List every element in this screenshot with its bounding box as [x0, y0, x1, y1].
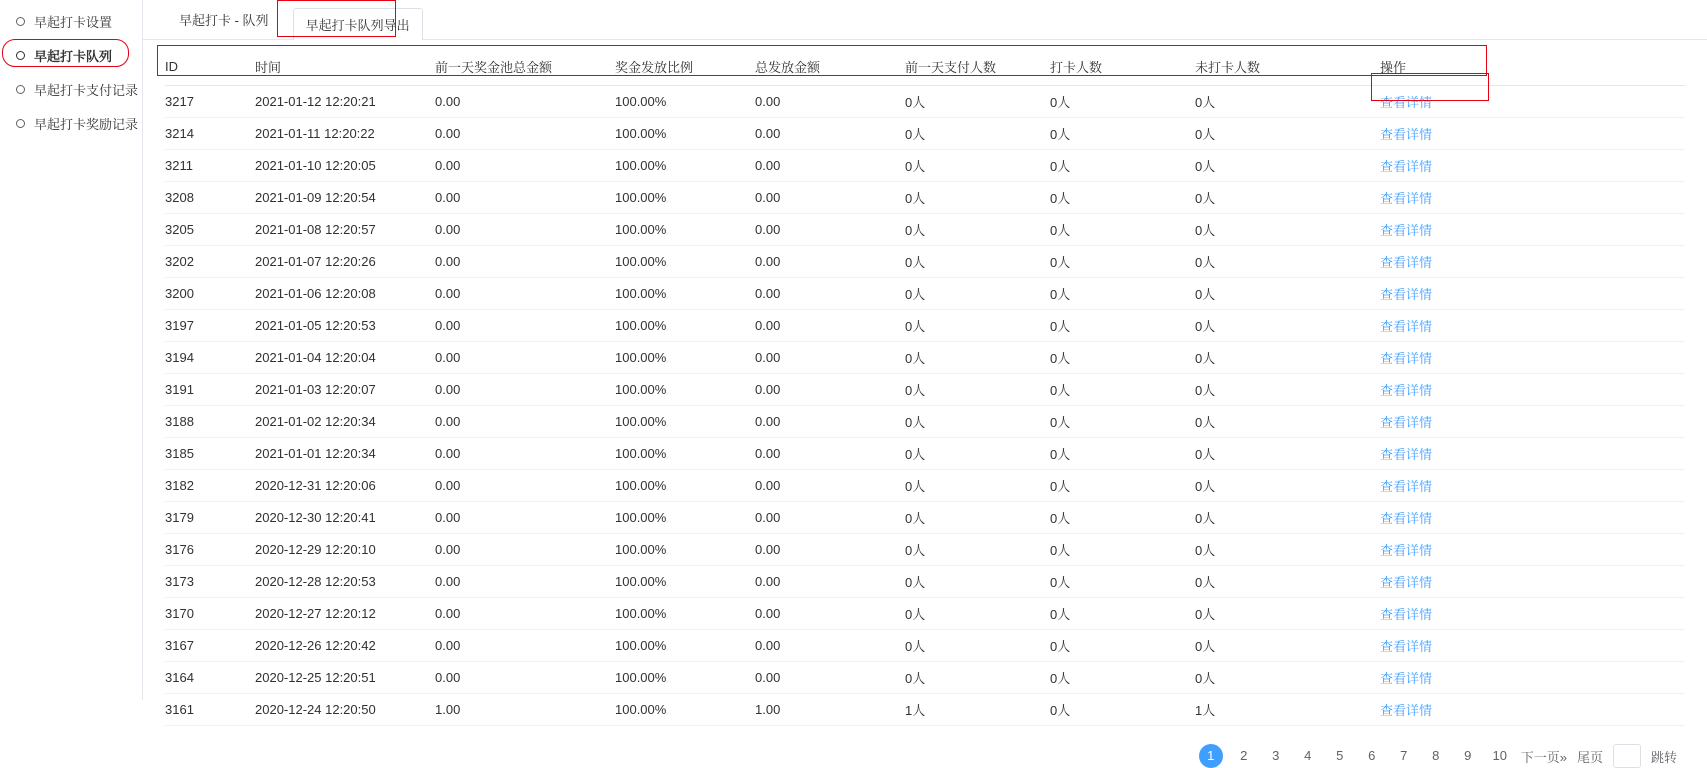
cell-noclock-count: 0人: [1195, 246, 1380, 278]
cell-time: 2021-01-02 12:20:34: [255, 406, 435, 438]
cell-pay-count: 0人: [905, 278, 1050, 310]
cell-time: 2021-01-11 12:20:22: [255, 118, 435, 150]
cell-total: 0.00: [755, 182, 905, 214]
cell-action: [1380, 86, 1685, 118]
cell-total: 0.00: [755, 214, 905, 246]
table-row: [165, 342, 1685, 374]
cell-pay-count: 0人: [905, 182, 1050, 214]
cell-action: [1380, 534, 1685, 566]
cell-action: [1380, 662, 1685, 694]
cell-id: 3173: [165, 566, 255, 598]
cell-id: 3217: [165, 86, 255, 118]
cell-clock-count: 0人: [1050, 310, 1195, 342]
cell-id: 3161: [165, 694, 255, 726]
cell-noclock-count: 0人: [1195, 342, 1380, 374]
jump-page-input[interactable]: [1613, 744, 1641, 768]
cell-total: 0.00: [755, 534, 905, 566]
cell-pay-count: 0人: [905, 86, 1050, 118]
sidebar-item-label: 早起打卡支付记录: [34, 82, 139, 98]
view-detail-link[interactable]: 查看详情: [1380, 703, 1433, 718]
cell-time: 2021-01-08 12:20:57: [255, 214, 435, 246]
cell-ratio: 100.00%: [615, 278, 755, 310]
cell-noclock-count: 0人: [1195, 374, 1380, 406]
cell-id: 3185: [165, 438, 255, 470]
cell-ratio: 100.00%: [615, 694, 755, 726]
th-time: 时间: [255, 48, 435, 86]
view-detail-link[interactable]: 查看详情: [1380, 543, 1433, 558]
cell-clock-count: 0人: [1050, 534, 1195, 566]
cell-time: 2020-12-28 12:20:53: [255, 566, 435, 598]
cell-clock-count: 0人: [1050, 246, 1195, 278]
cell-id: 3208: [165, 182, 255, 214]
cell-noclock-count: 0人: [1195, 598, 1380, 630]
cell-id: 3202: [165, 246, 255, 278]
th-clock-count: 打卡人数: [1050, 48, 1195, 86]
cell-id: 3182: [165, 470, 255, 502]
cell-prev-pool: 0.00: [435, 214, 615, 246]
cell-clock-count: 0人: [1050, 118, 1195, 150]
cell-ratio: 100.00%: [615, 150, 755, 182]
page-9-button[interactable]: 9: [1464, 748, 1472, 763]
cell-id: 3194: [165, 342, 255, 374]
table-row: [165, 470, 1685, 502]
view-detail-link[interactable]: 查看详情: [1380, 639, 1433, 654]
sidebar-item-label: 早起打卡设置: [34, 14, 113, 30]
cell-noclock-count: 0人: [1195, 470, 1380, 502]
cell-total: 0.00: [755, 278, 905, 310]
cell-action: [1380, 502, 1685, 534]
cell-total: 0.00: [755, 246, 905, 278]
table-row: [165, 502, 1685, 534]
cell-ratio: 100.00%: [615, 630, 755, 662]
queue-table: [165, 48, 1685, 726]
table-row: [165, 118, 1685, 150]
pagination: [143, 726, 1707, 768]
cell-prev-pool: 0.00: [435, 278, 615, 310]
cell-noclock-count: 0人: [1195, 566, 1380, 598]
table-row: [165, 150, 1685, 182]
cell-prev-pool: 0.00: [435, 534, 615, 566]
table-row: [165, 406, 1685, 438]
cell-ratio: 100.00%: [615, 598, 755, 630]
cell-pay-count: 0人: [905, 470, 1050, 502]
table-row: [165, 662, 1685, 694]
th-noclock-count: 未打卡人数: [1195, 48, 1380, 86]
cell-noclock-count: 0人: [1195, 438, 1380, 470]
cell-noclock-count: 0人: [1195, 278, 1380, 310]
page-4-button[interactable]: 4: [1304, 748, 1312, 763]
tab-bar: [143, 0, 1707, 40]
cell-id: 3176: [165, 534, 255, 566]
cell-time: 2021-01-06 12:20:08: [255, 278, 435, 310]
page-7-button[interactable]: 7: [1400, 748, 1408, 763]
table-container: [143, 40, 1707, 726]
cell-action: [1380, 214, 1685, 246]
sidebar-item-reward-records[interactable]: [0, 106, 142, 140]
cell-action: [1380, 566, 1685, 598]
view-detail-link[interactable]: 查看详情: [1380, 447, 1433, 462]
cell-time: 2020-12-26 12:20:42: [255, 630, 435, 662]
cell-ratio: 100.00%: [615, 374, 755, 406]
cell-pay-count: 0人: [905, 662, 1050, 694]
cell-noclock-count: 0人: [1195, 182, 1380, 214]
tab-queue-export[interactable]: 早起打卡队列导出: [293, 8, 423, 40]
cell-clock-count: 0人: [1050, 86, 1195, 118]
table-row: [165, 694, 1685, 726]
cell-prev-pool: 0.00: [435, 598, 615, 630]
main-content: [143, 0, 1707, 765]
view-detail-link[interactable]: 查看详情: [1380, 671, 1433, 686]
table-row: [165, 214, 1685, 246]
cell-ratio: 100.00%: [615, 662, 755, 694]
cell-time: 2021-01-12 12:20:21: [255, 86, 435, 118]
cell-ratio: 100.00%: [615, 182, 755, 214]
view-detail-link[interactable]: 查看详情: [1380, 255, 1433, 270]
cell-noclock-count: 1人: [1195, 694, 1380, 726]
cell-noclock-count: 0人: [1195, 310, 1380, 342]
table-row: [165, 630, 1685, 662]
cell-total: 0.00: [755, 470, 905, 502]
cell-id: 3211: [165, 150, 255, 182]
radio-circle-icon: [16, 17, 25, 26]
cell-action: [1380, 470, 1685, 502]
cell-time: 2020-12-30 12:20:41: [255, 502, 435, 534]
cell-clock-count: 0人: [1050, 694, 1195, 726]
cell-noclock-count: 0人: [1195, 534, 1380, 566]
tab-queue[interactable]: 早起打卡 - 队列: [179, 13, 269, 28]
cell-action: [1380, 118, 1685, 150]
sidebar-item-label: 早起打卡队列: [34, 48, 113, 64]
view-detail-link[interactable]: 查看详情: [1380, 383, 1433, 398]
th-id: ID: [165, 48, 255, 86]
radio-circle-icon: [16, 119, 25, 128]
cell-action: [1380, 310, 1685, 342]
cell-prev-pool: 0.00: [435, 182, 615, 214]
cell-clock-count: 0人: [1050, 214, 1195, 246]
table-row: [165, 278, 1685, 310]
table-header-row: [165, 48, 1685, 86]
cell-clock-count: 0人: [1050, 502, 1195, 534]
cell-action: [1380, 374, 1685, 406]
cell-ratio: 100.00%: [615, 246, 755, 278]
cell-noclock-count: 0人: [1195, 502, 1380, 534]
cell-prev-pool: 0.00: [435, 406, 615, 438]
next-page-button[interactable]: 下一页»: [1520, 749, 1567, 765]
page-2-button[interactable]: 2: [1240, 748, 1248, 763]
cell-total: 0.00: [755, 438, 905, 470]
cell-prev-pool: 0.00: [435, 342, 615, 374]
cell-ratio: 100.00%: [615, 438, 755, 470]
cell-total: 0.00: [755, 406, 905, 438]
cell-clock-count: 0人: [1050, 150, 1195, 182]
view-detail-link[interactable]: 查看详情: [1380, 223, 1433, 238]
cell-noclock-count: 0人: [1195, 406, 1380, 438]
cell-time: 2021-01-04 12:20:04: [255, 342, 435, 374]
cell-time: 2020-12-25 12:20:51: [255, 662, 435, 694]
cell-clock-count: 0人: [1050, 182, 1195, 214]
cell-action: [1380, 246, 1685, 278]
cell-id: 3214: [165, 118, 255, 150]
cell-action: [1380, 630, 1685, 662]
cell-prev-pool: 0.00: [435, 502, 615, 534]
cell-total: 0.00: [755, 310, 905, 342]
cell-clock-count: 0人: [1050, 278, 1195, 310]
cell-ratio: 100.00%: [615, 214, 755, 246]
cell-id: 3179: [165, 502, 255, 534]
cell-noclock-count: 0人: [1195, 662, 1380, 694]
view-detail-link[interactable]: 查看详情: [1380, 479, 1433, 494]
cell-action: [1380, 598, 1685, 630]
cell-ratio: 100.00%: [615, 502, 755, 534]
last-page-button[interactable]: 尾页: [1576, 749, 1603, 765]
cell-pay-count: 0人: [905, 118, 1050, 150]
sidebar-item-queue[interactable]: [0, 38, 142, 72]
cell-id: 3188: [165, 406, 255, 438]
view-detail-link[interactable]: 查看详情: [1380, 575, 1433, 590]
th-action: 操作: [1380, 48, 1685, 86]
cell-clock-count: 0人: [1050, 598, 1195, 630]
cell-total: 0.00: [755, 502, 905, 534]
page-8-button[interactable]: 8: [1432, 748, 1440, 763]
cell-id: 3164: [165, 662, 255, 694]
cell-total: 1.00: [755, 694, 905, 726]
cell-time: 2021-01-07 12:20:26: [255, 246, 435, 278]
sidebar-item-payment-records[interactable]: [0, 72, 142, 106]
cell-prev-pool: 0.00: [435, 662, 615, 694]
cell-action: [1380, 694, 1685, 726]
cell-pay-count: 0人: [905, 438, 1050, 470]
cell-pay-count: 0人: [905, 246, 1050, 278]
cell-time: 2020-12-27 12:20:12: [255, 598, 435, 630]
cell-id: 3200: [165, 278, 255, 310]
cell-pay-count: 0人: [905, 374, 1050, 406]
cell-clock-count: 0人: [1050, 630, 1195, 662]
table-head: [165, 48, 1685, 86]
cell-ratio: 100.00%: [615, 534, 755, 566]
cell-total: 0.00: [755, 86, 905, 118]
cell-prev-pool: 0.00: [435, 566, 615, 598]
jump-button[interactable]: 跳转: [1650, 749, 1677, 765]
cell-ratio: 100.00%: [615, 406, 755, 438]
table-body: [165, 86, 1685, 726]
page-1-button[interactable]: 1: [1199, 744, 1223, 768]
cell-prev-pool: 0.00: [435, 374, 615, 406]
cell-time: 2020-12-24 12:20:50: [255, 694, 435, 726]
cell-noclock-count: 0人: [1195, 214, 1380, 246]
cell-total: 0.00: [755, 118, 905, 150]
cell-pay-count: 0人: [905, 406, 1050, 438]
page-5-button[interactable]: 5: [1336, 748, 1344, 763]
view-detail-link[interactable]: 查看详情: [1380, 287, 1433, 302]
cell-noclock-count: 0人: [1195, 118, 1380, 150]
table-row: [165, 86, 1685, 118]
cell-ratio: 100.00%: [615, 470, 755, 502]
cell-prev-pool: 0.00: [435, 438, 615, 470]
cell-total: 0.00: [755, 374, 905, 406]
cell-prev-pool: 0.00: [435, 86, 615, 118]
cell-id: 3191: [165, 374, 255, 406]
cell-pay-count: 0人: [905, 598, 1050, 630]
cell-pay-count: 1人: [905, 694, 1050, 726]
cell-time: 2021-01-10 12:20:05: [255, 150, 435, 182]
cell-prev-pool: 0.00: [435, 630, 615, 662]
cell-id: 3170: [165, 598, 255, 630]
cell-noclock-count: 0人: [1195, 150, 1380, 182]
radio-circle-icon: [16, 85, 25, 94]
cell-action: [1380, 150, 1685, 182]
cell-noclock-count: 0人: [1195, 86, 1380, 118]
cell-time: 2021-01-01 12:20:34: [255, 438, 435, 470]
table-row: [165, 374, 1685, 406]
cell-clock-count: 0人: [1050, 342, 1195, 374]
view-detail-link[interactable]: 查看详情: [1380, 319, 1433, 334]
th-prev-pool: 前一天奖金池总金额: [435, 48, 615, 86]
view-detail-link[interactable]: 查看详情: [1380, 95, 1433, 110]
th-total: 总发放金额: [755, 48, 905, 86]
cell-prev-pool: 0.00: [435, 470, 615, 502]
cell-prev-pool: 1.00: [435, 694, 615, 726]
radio-circle-icon: [16, 51, 25, 60]
cell-total: 0.00: [755, 662, 905, 694]
view-detail-link[interactable]: 查看详情: [1380, 159, 1433, 174]
cell-ratio: 100.00%: [615, 342, 755, 374]
cell-action: [1380, 182, 1685, 214]
view-detail-link[interactable]: 查看详情: [1380, 351, 1433, 366]
table-row: [165, 534, 1685, 566]
cell-prev-pool: 0.00: [435, 310, 615, 342]
cell-prev-pool: 0.00: [435, 150, 615, 182]
cell-prev-pool: 0.00: [435, 246, 615, 278]
cell-clock-count: 0人: [1050, 662, 1195, 694]
table-row: [165, 182, 1685, 214]
cell-ratio: 100.00%: [615, 310, 755, 342]
cell-pay-count: 0人: [905, 502, 1050, 534]
cell-id: 3167: [165, 630, 255, 662]
cell-id: 3197: [165, 310, 255, 342]
cell-pay-count: 0人: [905, 214, 1050, 246]
cell-pay-count: 0人: [905, 566, 1050, 598]
view-detail-link[interactable]: 查看详情: [1380, 127, 1433, 142]
cell-pay-count: 0人: [905, 342, 1050, 374]
cell-clock-count: 0人: [1050, 566, 1195, 598]
cell-time: 2020-12-29 12:20:10: [255, 534, 435, 566]
cell-action: [1380, 278, 1685, 310]
cell-action: [1380, 342, 1685, 374]
sidebar-item-label: 早起打卡奖励记录: [34, 116, 139, 132]
cell-time: 2020-12-31 12:20:06: [255, 470, 435, 502]
cell-pay-count: 0人: [905, 534, 1050, 566]
sidebar: [0, 0, 143, 700]
cell-time: 2021-01-09 12:20:54: [255, 182, 435, 214]
view-detail-link[interactable]: 查看详情: [1380, 415, 1433, 430]
cell-total: 0.00: [755, 630, 905, 662]
cell-pay-count: 0人: [905, 630, 1050, 662]
table-row: [165, 310, 1685, 342]
cell-clock-count: 0人: [1050, 438, 1195, 470]
cell-clock-count: 0人: [1050, 470, 1195, 502]
cell-time: 2021-01-03 12:20:07: [255, 374, 435, 406]
cell-action: [1380, 438, 1685, 470]
cell-total: 0.00: [755, 342, 905, 374]
cell-noclock-count: 0人: [1195, 630, 1380, 662]
cell-total: 0.00: [755, 566, 905, 598]
cell-ratio: 100.00%: [615, 118, 755, 150]
cell-time: 2021-01-05 12:20:53: [255, 310, 435, 342]
page-3-button[interactable]: 3: [1272, 748, 1280, 763]
table-row: [165, 246, 1685, 278]
cell-total: 0.00: [755, 598, 905, 630]
view-detail-link[interactable]: 查看详情: [1380, 607, 1433, 622]
view-detail-link[interactable]: 查看详情: [1380, 511, 1433, 526]
cell-action: [1380, 406, 1685, 438]
page-6-button[interactable]: 6: [1368, 748, 1376, 763]
sidebar-item-setting[interactable]: [0, 4, 142, 38]
table-row: [165, 566, 1685, 598]
cell-clock-count: 0人: [1050, 374, 1195, 406]
th-ratio: 奖金发放比例: [615, 48, 755, 86]
view-detail-link[interactable]: 查看详情: [1380, 191, 1433, 206]
cell-pay-count: 0人: [905, 150, 1050, 182]
cell-ratio: 100.00%: [615, 566, 755, 598]
cell-ratio: 100.00%: [615, 86, 755, 118]
page-10-button[interactable]: 10: [1492, 748, 1507, 763]
cell-prev-pool: 0.00: [435, 118, 615, 150]
cell-total: 0.00: [755, 150, 905, 182]
table-row: [165, 598, 1685, 630]
cell-clock-count: 0人: [1050, 406, 1195, 438]
table-row: [165, 438, 1685, 470]
cell-pay-count: 0人: [905, 310, 1050, 342]
cell-id: 3205: [165, 214, 255, 246]
th-pay-count: 前一天支付人数: [905, 48, 1050, 86]
